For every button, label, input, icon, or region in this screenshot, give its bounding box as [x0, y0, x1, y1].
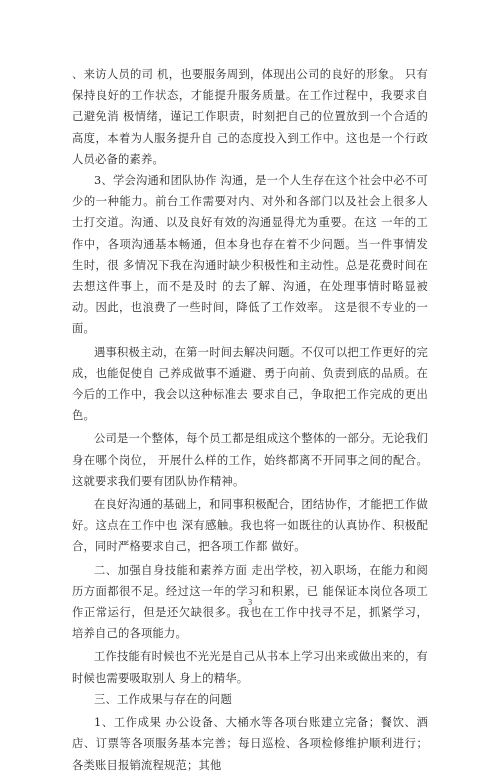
page-number: 3	[247, 598, 253, 607]
paragraph-company-whole: 公司是一个整体，每个员工都是组成这个整体的一部分。无论我们身在哪个岗位， 开展什么样的工作，始终都离不开同事之间的配合。这就要求我们要有团队协作精神。	[72, 432, 428, 488]
section-heading-results: 三、工作成果与存在的问题	[94, 692, 232, 706]
paragraph-communication-teamwork: 3、学会沟通和团队协作 沟通，是一个人生存在这个社会中必不可少的一种能力。前台工作需要对内、对外和各部门以及社会上很多人士打交道。沟通、以及良好有效的沟通显得尤为重要。在这 一年的工作中，各项沟通基本畅通，但本身也存在着不少问题。当一件事情发生时，很 多情况下我在沟通时缺少积极性和主动性。总是花费时间在去想这件事上，而不是及时 的去了解、沟通，在处理事情时略显被动。因此，也浪费了一些时间，降低了工作效率。 这是很不专业的一面。	[72, 174, 428, 336]
paragraph-service-attitude: 、来访人员的司 机，也要服务周到，体现出公司的良好的形象。 只有保持良好的工作状态，才能提升服务质量。在工作过程中，我要求自己避免消 极情绪，谨记工作职责，时刻把自己的位置放到一个合适的高度，本着为人服务提升自 己的态度投入到工作中。这也是一个行政人员必备的素养。	[72, 68, 428, 166]
paragraph-skills-heading: 二、加强自身技能和素养方面 走出学校，初入职场，在能力和阅历方面都很不足。经过这一年的学习和积累，已 能保证本岗位各项工作正常运行，但是还欠缺很多。我也在工作中找寻不足，抓紧学习， 培养自己的各项能力。	[72, 563, 428, 641]
paragraph-results: 1、工作成果 办公设备、大桶水等各项台账建立完备；餐饮、酒店、订票等各项服务基本完善；每日巡检、各项检修维护顺利进行；各类账目报销流程规范；其他	[72, 716, 428, 772]
paragraph-cooperation: 在良好沟通的基础上，和同事积极配合，团结协作，才能把工作做好。这点在工作中也 深有感触。我也将一如既往的认真协作、积极配合，同时严格要求自己，把各项工作都 做好。	[72, 498, 428, 554]
paragraph-proactive: 遇事积极主动，在第一时间去解决问题。不仅可以把工作更好的完成，也能促使自 己养成做事不遁避、勇于向前、负责到底的品质。在今后的工作中，我会以这种标准去 要求自己，争取把工作完成的更出色。	[72, 345, 428, 423]
paragraph-skills-learning: 工作技能有时候也不光光是自己从书本上学习出来或做出来的，有时候也需要吸取别人 身上的精华。	[72, 650, 428, 685]
document-body	[72, 64, 428, 776]
